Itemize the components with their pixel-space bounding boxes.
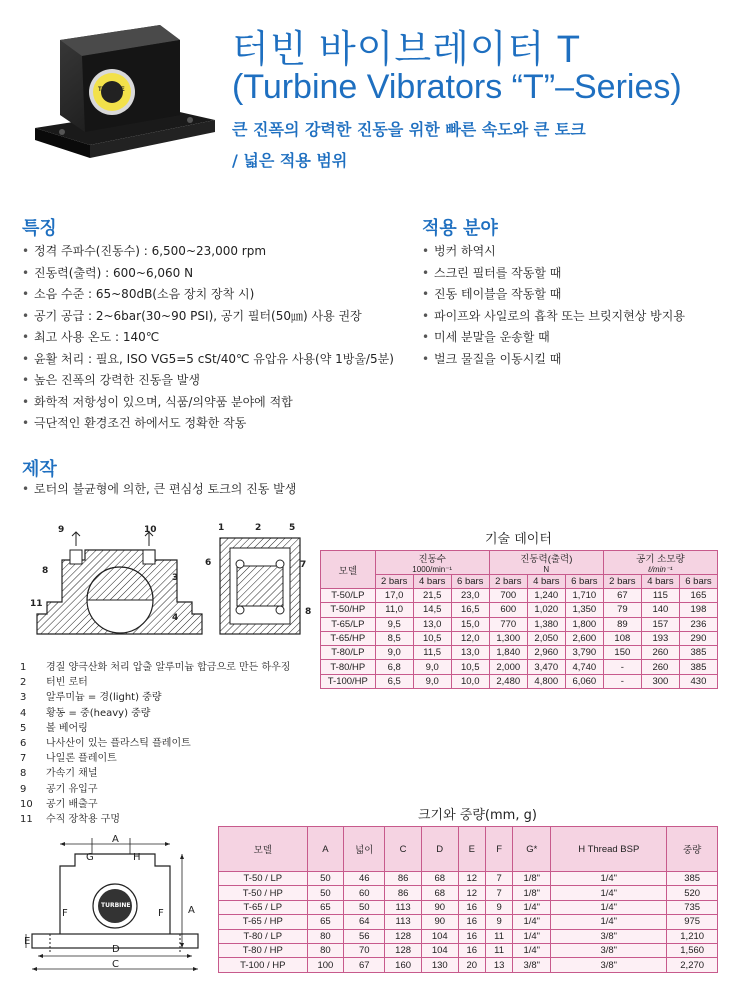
legend-row <box>20 766 290 781</box>
table-row <box>219 915 718 929</box>
table-cell: 300 <box>641 674 679 688</box>
col-header: A <box>307 827 344 872</box>
table-row <box>321 603 718 617</box>
tech-table-body <box>321 589 718 689</box>
list-item: • 최고 사용 온도 : 140℃ <box>22 327 394 349</box>
table-cell: 46 <box>344 872 385 886</box>
table-cell: 385 <box>679 660 717 674</box>
table-cell: 90 <box>421 900 458 914</box>
dim-table-body <box>219 872 718 973</box>
table-cell: 1/4" <box>513 915 551 929</box>
legend-num: 7 <box>20 753 27 765</box>
legend-num: 5 <box>20 722 27 734</box>
table-cell: 8,5 <box>375 631 413 645</box>
sub-header: 4 bars <box>641 575 679 589</box>
table-cell: - <box>603 660 641 674</box>
table-cell: 65 <box>307 915 344 929</box>
legend-text: 경질 양극산화 처리 압출 알루미늄 합금으로 만든 하우징 <box>46 662 291 673</box>
table-cell: 11,5 <box>413 646 451 660</box>
dim-label-a: A <box>112 834 119 845</box>
legend-row <box>20 660 290 675</box>
applications-heading: 적용 분야 <box>422 218 498 239</box>
callout-label: 7 <box>300 560 307 570</box>
dim-label-f-right: F <box>158 908 164 919</box>
dimension-table <box>218 826 718 973</box>
table-cell: 9,0 <box>375 646 413 660</box>
table-cell: 64 <box>344 915 385 929</box>
col-header: 모델 <box>219 827 308 872</box>
table-row <box>321 660 718 674</box>
list-item: • 정격 주파수(진동수) : 6,500~23,000 rpm <box>22 241 394 263</box>
legend-text: 공기 배출구 <box>46 798 98 810</box>
table-cell: 9 <box>485 900 512 914</box>
table-cell: 50 <box>307 886 344 900</box>
model-cell: T-100 / HP <box>219 958 308 972</box>
group-label: 공기 소모량 <box>636 554 685 565</box>
table-cell: 10,5 <box>413 631 451 645</box>
legend-text: 알루미늄 = 경(light) 중량 <box>46 692 162 704</box>
model-cell: T-50/LP <box>321 589 376 603</box>
table-cell: 12 <box>458 872 485 886</box>
table-cell: 20 <box>458 958 485 972</box>
table-row <box>219 929 718 943</box>
legend-row <box>20 812 290 827</box>
table-cell: 50 <box>307 872 344 886</box>
table-cell: 770 <box>489 617 527 631</box>
table-cell: 56 <box>344 929 385 943</box>
table-cell: 9,0 <box>413 674 451 688</box>
legend-row <box>20 797 290 812</box>
model-cell: T-100/HP <box>321 674 376 688</box>
table-cell: 9,0 <box>413 660 451 674</box>
table-cell: 11 <box>485 943 512 957</box>
sub-header: 2 bars <box>489 575 527 589</box>
group-header <box>375 551 489 575</box>
list-item: • 공기 공급 : 2~6bar(30~90 PSI), 공기 필터(50㎛) 사용 권장 <box>22 306 394 328</box>
sub-header: 2 bars <box>603 575 641 589</box>
group-header <box>489 551 603 575</box>
table-cell: 3,470 <box>527 660 565 674</box>
table-cell: 13 <box>485 958 512 972</box>
table-cell: 1/4" <box>551 886 667 900</box>
table-cell: 385 <box>679 646 717 660</box>
sub-header: 6 bars <box>451 575 489 589</box>
group-label: 진동력(출력) <box>520 554 573 565</box>
table-cell: 80 <box>307 943 344 957</box>
dim-label-c: C <box>112 959 119 970</box>
table-cell: 113 <box>385 900 422 914</box>
table-cell: 115 <box>641 589 679 603</box>
table-row <box>321 589 718 603</box>
table-cell: 2,600 <box>565 631 603 645</box>
legend-row <box>20 690 290 705</box>
table-cell: 60 <box>344 886 385 900</box>
legend-num: 4 <box>20 707 27 719</box>
table-cell: 16 <box>458 915 485 929</box>
table-cell: 1/4" <box>551 900 667 914</box>
table-cell: 130 <box>421 958 458 972</box>
legend-num: 10 <box>20 798 33 810</box>
table-cell: 1,020 <box>527 603 565 617</box>
table-cell: 21,5 <box>413 589 451 603</box>
callout-label: 3 <box>172 573 179 583</box>
legend-num: 9 <box>20 783 27 795</box>
callout-label: 6 <box>205 558 212 568</box>
table-row <box>219 872 718 886</box>
table-cell: 165 <box>679 589 717 603</box>
group-unit: 1000/min⁻¹ <box>412 565 453 574</box>
legend-num: 11 <box>20 814 33 826</box>
table-cell: 1,380 <box>527 617 565 631</box>
table-row <box>219 943 718 957</box>
model-cell: T-80/LP <box>321 646 376 660</box>
subtitle-line-1: 큰 진폭의 강력한 진동을 위한 빠른 속도와 큰 토크 <box>232 120 586 139</box>
callout-label: 9 <box>58 525 65 535</box>
dim-label-f-left: F <box>62 908 68 919</box>
callout-label: 11 <box>30 599 43 609</box>
cross-section-diagram <box>25 522 315 642</box>
table-cell: 6,5 <box>375 674 413 688</box>
tech-table-caption: 기술 데이터 <box>485 532 552 547</box>
sub-header: 6 bars <box>679 575 717 589</box>
dim-label-h: H <box>133 852 141 863</box>
table-cell: 4,800 <box>527 674 565 688</box>
table-cell: 1,350 <box>565 603 603 617</box>
table-cell: 430 <box>679 674 717 688</box>
legend-row <box>20 751 290 766</box>
table-cell: 3/8" <box>513 958 551 972</box>
table-cell: 16,5 <box>451 603 489 617</box>
table-cell: 16 <box>458 943 485 957</box>
table-cell: 113 <box>385 915 422 929</box>
table-cell: 67 <box>344 958 385 972</box>
table-cell: 140 <box>641 603 679 617</box>
table-row <box>321 617 718 631</box>
model-cell: T-50/HP <box>321 603 376 617</box>
list-item: • 높은 진폭의 강력한 진동을 발생 <box>22 370 394 392</box>
construction-heading: 제작 <box>22 459 57 480</box>
legend-text: 수직 장착용 구멍 <box>46 814 120 826</box>
col-header: C <box>385 827 422 872</box>
table-cell: 3/8" <box>551 958 667 972</box>
table-cell: 68 <box>421 886 458 900</box>
table-cell: 11 <box>485 929 512 943</box>
callout-label: 5 <box>289 523 296 533</box>
table-cell: 1/4" <box>513 929 551 943</box>
callout-label: 1 <box>218 523 225 533</box>
dim-table-caption: 크기와 중량(mm, g) <box>418 808 537 823</box>
table-cell: 1/4" <box>551 915 667 929</box>
table-cell: 16 <box>458 929 485 943</box>
table-cell: 9 <box>485 915 512 929</box>
product-photo <box>30 20 220 170</box>
table-cell: 2,000 <box>489 660 527 674</box>
callout-label: 10 <box>144 525 157 535</box>
legend-text: 나일론 플레이트 <box>46 753 117 765</box>
table-cell: 13,0 <box>451 646 489 660</box>
legend-text: 터빈 로터 <box>46 677 88 689</box>
table-cell: 17,0 <box>375 589 413 603</box>
model-cell: T-50 / HP <box>219 886 308 900</box>
table-cell: 50 <box>344 900 385 914</box>
col-header: G* <box>513 827 551 872</box>
col-header: 넓이 <box>344 827 385 872</box>
drawing-product-label: TURBINE <box>101 902 131 909</box>
tech-data-table <box>320 550 718 689</box>
table-cell: 12 <box>458 886 485 900</box>
page-title-en: (Turbine Vibrators “T”–Series) <box>232 68 682 106</box>
table-cell: 520 <box>667 886 718 900</box>
table-cell: 1,560 <box>667 943 718 957</box>
list-item: • 벌크 물질을 이동시킬 때 <box>422 349 685 371</box>
dim-label-a-side: A <box>188 905 195 916</box>
table-row <box>219 958 718 972</box>
callout-label: 8 <box>42 566 49 576</box>
table-cell: 1,840 <box>489 646 527 660</box>
legend-num: 1 <box>20 662 27 673</box>
table-cell: 1/4" <box>513 900 551 914</box>
table-row <box>219 886 718 900</box>
table-cell: 1/4" <box>513 943 551 957</box>
legend-row <box>20 782 290 797</box>
list-item: • 스크린 필터를 작동할 때 <box>422 263 685 285</box>
legend-row <box>20 675 290 690</box>
dim-header-row <box>219 827 718 872</box>
legend-text: 공기 유입구 <box>46 783 98 795</box>
table-cell: 1,800 <box>565 617 603 631</box>
construction-list <box>22 479 296 501</box>
table-cell: 65 <box>307 900 344 914</box>
table-cell: 67 <box>603 589 641 603</box>
dim-label-d: D <box>112 944 120 955</box>
table-cell: 10,0 <box>451 674 489 688</box>
table-cell: 86 <box>385 872 422 886</box>
table-cell: 2,050 <box>527 631 565 645</box>
sub-header: 4 bars <box>413 575 451 589</box>
features-list <box>22 241 394 435</box>
table-cell: 11,0 <box>375 603 413 617</box>
page-title: 터빈 바이브레이터 T <box>232 29 581 71</box>
table-cell: 23,0 <box>451 589 489 603</box>
table-cell: 260 <box>641 646 679 660</box>
callout-label: 2 <box>255 523 262 533</box>
sub-header: 6 bars <box>565 575 603 589</box>
col-header: D <box>421 827 458 872</box>
legend-text: 나사산이 있는 플라스틱 플레이트 <box>46 738 191 750</box>
list-item: • 로터의 불균형에 의한, 큰 편심성 토크의 진동 발생 <box>22 479 296 501</box>
table-cell: 9,5 <box>375 617 413 631</box>
list-item: • 화학적 저항성이 있으며, 식품/의약품 분야에 적합 <box>22 392 394 414</box>
table-cell: 1,210 <box>667 929 718 943</box>
table-cell: 193 <box>641 631 679 645</box>
model-cell: T-65 / LP <box>219 900 308 914</box>
table-cell: 260 <box>641 660 679 674</box>
product-label: TURBINE <box>98 87 125 93</box>
table-cell: 4,740 <box>565 660 603 674</box>
table-cell: 79 <box>603 603 641 617</box>
dim-label-e: E <box>24 936 31 947</box>
table-cell: 68 <box>421 872 458 886</box>
table-cell: 7 <box>485 872 512 886</box>
table-row <box>321 631 718 645</box>
table-row <box>321 674 718 688</box>
list-item: • 미세 분말을 운송할 때 <box>422 327 685 349</box>
legend-row <box>20 736 290 751</box>
table-cell: 6,8 <box>375 660 413 674</box>
subtitle-line-2: / 넓은 적용 범위 <box>232 151 348 170</box>
table-cell: 2,960 <box>527 646 565 660</box>
table-cell: 1,300 <box>489 631 527 645</box>
sub-header: 4 bars <box>527 575 565 589</box>
group-header <box>603 551 717 575</box>
table-cell: 1/4" <box>551 872 667 886</box>
col-header: F <box>485 827 512 872</box>
legend-text: 가속기 채널 <box>46 768 98 780</box>
table-cell: 385 <box>667 872 718 886</box>
table-cell: 1/8" <box>513 886 551 900</box>
table-cell: 108 <box>603 631 641 645</box>
list-item: • 진동력(출력) : 600~6,060 N <box>22 263 394 285</box>
table-cell: 1,710 <box>565 589 603 603</box>
list-item: • 파이프와 사일로의 흡착 또는 브릿지현상 방지용 <box>422 306 685 328</box>
model-cell: T-80 / HP <box>219 943 308 957</box>
model-cell: T-80 / LP <box>219 929 308 943</box>
table-cell: 975 <box>667 915 718 929</box>
table-cell: 290 <box>679 631 717 645</box>
table-cell: 80 <box>307 929 344 943</box>
legend-num: 3 <box>20 692 27 704</box>
list-item: • 소음 수준 : 65~80dB(소음 장치 장착 시) <box>22 284 394 306</box>
legend-text: 황동 = 중(heavy) 중량 <box>46 707 151 719</box>
table-cell: 89 <box>603 617 641 631</box>
table-cell: 14,5 <box>413 603 451 617</box>
legend-num: 8 <box>20 768 27 780</box>
legend-num: 2 <box>20 677 27 689</box>
features-heading: 특징 <box>22 218 57 239</box>
legend-row <box>20 721 290 736</box>
table-cell: 160 <box>385 958 422 972</box>
model-cell: T-50 / LP <box>219 872 308 886</box>
table-cell: 15,0 <box>451 617 489 631</box>
table-cell: 70 <box>344 943 385 957</box>
table-cell: 1/8" <box>513 872 551 886</box>
table-cell: 7 <box>485 886 512 900</box>
table-cell: 16 <box>458 900 485 914</box>
table-cell: 150 <box>603 646 641 660</box>
list-item: • 극단적인 환경조건 하에서도 정확한 작동 <box>22 413 394 435</box>
callout-label: 8 <box>305 607 312 617</box>
header-text: 모델 <box>338 565 357 577</box>
model-cell: T-80/HP <box>321 660 376 674</box>
table-cell: 157 <box>641 617 679 631</box>
table-cell: 86 <box>385 886 422 900</box>
table-row <box>219 900 718 914</box>
col-header: H Thread BSP <box>551 827 667 872</box>
table-cell: 128 <box>385 943 422 957</box>
list-item: • 윤활 처리 : 필요, ISO VG5=5 cSt/40℃ 유압유 사용(약 1방울/5분) <box>22 349 394 371</box>
model-cell: T-65/LP <box>321 617 376 631</box>
callout-label: 4 <box>172 613 179 623</box>
table-cell: 3/8" <box>551 943 667 957</box>
table-cell: 10,5 <box>451 660 489 674</box>
legend-text: 볼 베어링 <box>46 722 88 734</box>
table-cell: - <box>603 674 641 688</box>
table-cell: 90 <box>421 915 458 929</box>
col-header: E <box>458 827 485 872</box>
dim-label-g: G <box>86 852 94 863</box>
table-cell: 2,270 <box>667 958 718 972</box>
list-item: • 진동 테이블을 작동할 때 <box>422 284 685 306</box>
table-cell: 700 <box>489 589 527 603</box>
table-cell: 128 <box>385 929 422 943</box>
model-cell: T-65 / HP <box>219 915 308 929</box>
table-cell: 236 <box>679 617 717 631</box>
table-cell: 13,0 <box>413 617 451 631</box>
table-cell: 6,060 <box>565 674 603 688</box>
table-cell: 104 <box>421 943 458 957</box>
legend-num: 6 <box>20 738 27 750</box>
table-cell: 198 <box>679 603 717 617</box>
table-cell: 2,480 <box>489 674 527 688</box>
col-header: 중량 <box>667 827 718 872</box>
table-cell: 735 <box>667 900 718 914</box>
parts-legend <box>20 660 290 827</box>
sub-header: 2 bars <box>375 575 413 589</box>
table-cell: 3,790 <box>565 646 603 660</box>
table-cell: 600 <box>489 603 527 617</box>
list-item: • 벙커 하역시 <box>422 241 685 263</box>
table-cell: 3/8" <box>551 929 667 943</box>
table-cell: 100 <box>307 958 344 972</box>
table-cell: 1,240 <box>527 589 565 603</box>
group-unit: N <box>543 565 550 574</box>
group-unit: ℓ/min⁻¹ <box>648 565 673 574</box>
legend-row <box>20 706 290 721</box>
table-cell: 12,0 <box>451 631 489 645</box>
group-label: 진동수 <box>418 554 446 565</box>
table-row <box>321 646 718 660</box>
table-cell: 104 <box>421 929 458 943</box>
col-header-model <box>321 551 376 589</box>
applications-list <box>422 241 685 370</box>
model-cell: T-65/HP <box>321 631 376 645</box>
